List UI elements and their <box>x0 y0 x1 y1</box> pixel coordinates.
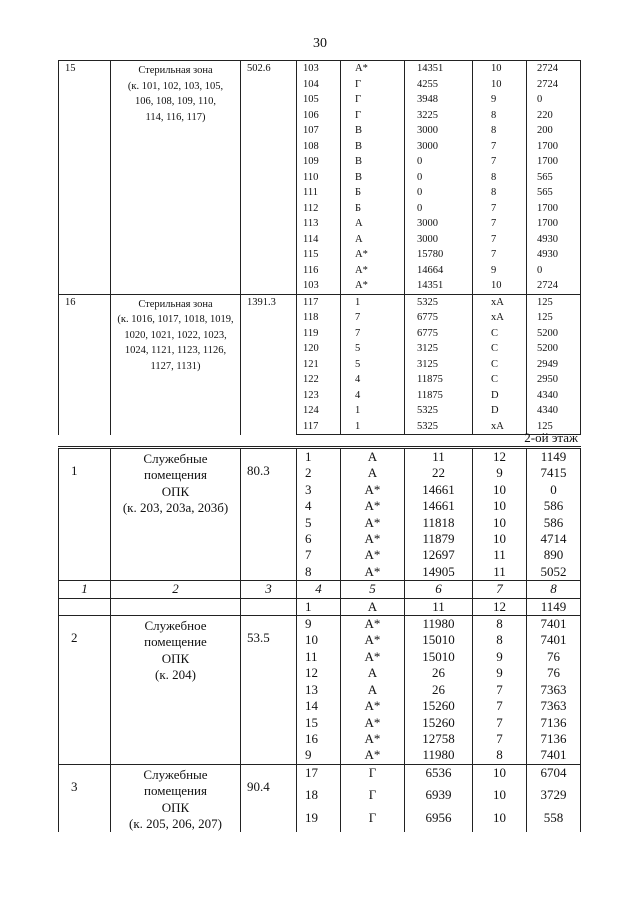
class-cell: 4 <box>341 372 405 388</box>
column-number-cell: 1 <box>59 581 111 598</box>
value-cell: 11875 <box>405 388 473 404</box>
count-cell: 8 <box>473 123 527 139</box>
point-number-cell: 118 <box>297 310 341 326</box>
class-cell: А* <box>341 564 405 581</box>
count-cell: 7 <box>473 682 527 698</box>
page-number: 30 <box>313 36 327 51</box>
class-cell: А <box>341 665 405 681</box>
distance-cell: 1700 <box>527 201 581 217</box>
zone-name-line: (к. 205, 206, 207) <box>129 815 222 831</box>
point-number-cell: 120 <box>297 341 341 357</box>
value-cell: 3000 <box>405 216 473 232</box>
distance-cell: 586 <box>527 498 581 514</box>
distance-cell: 0 <box>527 482 581 498</box>
distance-cell: 558 <box>527 810 581 833</box>
count-cell: 10 <box>473 531 527 547</box>
column-number-cell: 8 <box>527 581 581 598</box>
distance-cell: 7363 <box>527 682 581 698</box>
zone-name-line: (к. 203, 203а, 203б) <box>122 500 229 516</box>
value-cell: 12758 <box>405 731 473 747</box>
distance-cell: 7415 <box>527 465 581 481</box>
zone-name-line: (к. 204) <box>155 667 196 683</box>
class-cell: В <box>341 123 405 139</box>
count-cell: 8 <box>473 108 527 124</box>
count-cell: 9 <box>473 665 527 681</box>
distance-cell: 125 <box>527 310 581 326</box>
class-cell: 5 <box>341 357 405 373</box>
value-cell: 15260 <box>405 715 473 731</box>
distance-cell: 0 <box>527 263 581 279</box>
value-cell: 3000 <box>405 139 473 155</box>
distance-cell: 2724 <box>527 77 581 93</box>
distance-cell: 125 <box>527 294 581 310</box>
point-number-cell: 107 <box>297 123 341 139</box>
zone-number-cell: 2 <box>59 616 111 765</box>
zone-name-line: 1024, 1121, 1123, 1126, <box>124 345 227 356</box>
value-cell: 0 <box>405 154 473 170</box>
count-cell: 8 <box>473 185 527 201</box>
count-cell: 8 <box>473 632 527 648</box>
distance-cell: 4714 <box>527 531 581 547</box>
class-cell: Г <box>341 92 405 108</box>
value-cell: 0 <box>405 185 473 201</box>
class-cell: Г <box>341 77 405 93</box>
zone-number-cell: 16 <box>59 294 111 435</box>
column-number-cell: 6 <box>405 581 473 598</box>
zone-name-cell <box>111 616 241 765</box>
point-number-cell: 103 <box>297 278 341 294</box>
floor-label: 2-ой этаж <box>524 430 578 445</box>
point-number-cell: 9 <box>297 747 341 764</box>
class-cell: А <box>341 232 405 248</box>
distance-cell: 1700 <box>527 216 581 232</box>
distance-cell: 200 <box>527 123 581 139</box>
zone-name-cell <box>111 61 241 295</box>
point-number-cell: 18 <box>297 787 341 809</box>
count-cell: 10 <box>473 764 527 787</box>
count-cell: 10 <box>473 515 527 531</box>
class-cell: А* <box>341 515 405 531</box>
value-cell: 6775 <box>405 326 473 342</box>
count-cell: 9 <box>473 263 527 279</box>
class-cell: А <box>341 682 405 698</box>
class-cell: А* <box>341 649 405 665</box>
class-cell: 7 <box>341 326 405 342</box>
point-number-cell: 122 <box>297 372 341 388</box>
value-cell: 22 <box>405 465 473 481</box>
value-cell: 3948 <box>405 92 473 108</box>
zone-area-cell: 1391.3 <box>241 294 297 435</box>
value-cell: 15010 <box>405 632 473 648</box>
value-cell: 6536 <box>405 764 473 787</box>
distance-cell: 2950 <box>527 372 581 388</box>
class-cell: А* <box>341 278 405 294</box>
distance-cell: 125 <box>527 419 581 435</box>
zone-name-line: помещения <box>144 783 207 799</box>
count-cell: 7 <box>473 139 527 155</box>
class-cell: А* <box>341 482 405 498</box>
value-cell: 11 <box>405 598 473 615</box>
class-cell: В <box>341 154 405 170</box>
point-number-cell: 4 <box>297 498 341 514</box>
point-number-cell: 13 <box>297 682 341 698</box>
point-number-cell: 1 <box>297 448 341 466</box>
class-cell: А* <box>341 247 405 263</box>
class-cell: 1 <box>341 419 405 435</box>
table-row <box>59 598 581 615</box>
count-cell: 12 <box>473 448 527 466</box>
distance-cell: 7401 <box>527 747 581 764</box>
zone-name-line: помещение <box>144 634 207 650</box>
zone-name-line: Служебные <box>143 451 208 466</box>
class-cell: А* <box>341 616 405 633</box>
class-cell: А* <box>341 547 405 563</box>
value-cell: 11980 <box>405 616 473 633</box>
value-cell: 15260 <box>405 698 473 714</box>
value-cell: 15780 <box>405 247 473 263</box>
distance-cell: 76 <box>527 665 581 681</box>
count-cell: 10 <box>473 61 527 77</box>
column-number-cell: 2 <box>111 581 241 598</box>
count-cell: 8 <box>473 170 527 186</box>
zone-name-cell <box>111 448 241 581</box>
value-cell: 14351 <box>405 278 473 294</box>
zone-number-cell: 1 <box>59 448 111 581</box>
distance-cell: 2724 <box>527 61 581 77</box>
value-cell: 6775 <box>405 310 473 326</box>
distance-cell: 6704 <box>527 764 581 787</box>
count-cell: 10 <box>473 278 527 294</box>
class-cell: 1 <box>341 294 405 310</box>
point-number-cell: 103 <box>297 61 341 77</box>
distance-cell: 76 <box>527 649 581 665</box>
value-cell: 14661 <box>405 498 473 514</box>
value-cell: 6956 <box>405 810 473 833</box>
zone-area-cell: 90.4 <box>241 764 297 832</box>
zone-name-line: 1127, 1131) <box>150 360 201 372</box>
count-cell: 8 <box>473 616 527 633</box>
count-cell: 7 <box>473 698 527 714</box>
table-row <box>59 616 581 633</box>
zone-name-cell <box>111 294 241 435</box>
column-number-cell: 3 <box>241 581 297 598</box>
point-number-cell: 5 <box>297 515 341 531</box>
class-cell: А* <box>341 731 405 747</box>
value-cell: 5325 <box>405 294 473 310</box>
class-cell: А* <box>341 61 405 77</box>
point-number-cell: 117 <box>297 294 341 310</box>
value-cell: 14661 <box>405 482 473 498</box>
distance-cell: 5200 <box>527 341 581 357</box>
value-cell: 3125 <box>405 341 473 357</box>
class-cell: А <box>341 598 405 615</box>
value-cell: 11818 <box>405 515 473 531</box>
distance-cell: 1149 <box>527 448 581 466</box>
count-cell: 9 <box>473 649 527 665</box>
empty-cell <box>111 598 241 615</box>
distance-cell: 1149 <box>527 598 581 615</box>
distance-cell: 220 <box>527 108 581 124</box>
distance-cell: 2724 <box>527 278 581 294</box>
value-cell: 14905 <box>405 564 473 581</box>
point-number-cell: 124 <box>297 403 341 419</box>
distance-cell: 4930 <box>527 232 581 248</box>
distance-cell: 586 <box>527 515 581 531</box>
class-cell: В <box>341 139 405 155</box>
distance-cell: 7401 <box>527 632 581 648</box>
value-cell: 3225 <box>405 108 473 124</box>
distance-cell: 890 <box>527 547 581 563</box>
column-number-cell: 5 <box>341 581 405 598</box>
class-cell: Б <box>341 201 405 217</box>
point-number-cell: 2 <box>297 465 341 481</box>
count-cell: 7 <box>473 715 527 731</box>
distance-cell: 3729 <box>527 787 581 809</box>
class-cell: Г <box>341 810 405 833</box>
point-number-cell: 114 <box>297 232 341 248</box>
zone-name-line: Служебное <box>144 618 207 634</box>
table-row <box>59 294 581 310</box>
class-cell: 5 <box>341 341 405 357</box>
point-number-cell: 16 <box>297 731 341 747</box>
count-cell: D <box>473 403 527 419</box>
distance-cell: 7136 <box>527 731 581 747</box>
value-cell: 15010 <box>405 649 473 665</box>
count-cell: С <box>473 372 527 388</box>
value-cell: 6939 <box>405 787 473 809</box>
distance-cell: 1700 <box>527 154 581 170</box>
zone-name-line: 114, 116, 117) <box>145 111 206 123</box>
distance-cell: 7363 <box>527 698 581 714</box>
class-cell: Б <box>341 185 405 201</box>
zone-name-line: Стерильная зона <box>138 65 213 76</box>
table-row <box>59 764 581 787</box>
value-cell: 11875 <box>405 372 473 388</box>
class-cell: А <box>341 216 405 232</box>
class-cell: 7 <box>341 310 405 326</box>
distance-cell: 4340 <box>527 388 581 404</box>
class-cell: В <box>341 170 405 186</box>
zone-name-line: помещения <box>144 467 207 483</box>
point-number-cell: 14 <box>297 698 341 714</box>
point-number-cell: 109 <box>297 154 341 170</box>
distance-cell: 7136 <box>527 715 581 731</box>
class-cell: А <box>341 448 405 466</box>
count-cell: 7 <box>473 731 527 747</box>
point-number-cell: 17 <box>297 764 341 787</box>
zone-name-line: Стерильная зона <box>138 298 213 310</box>
value-cell: 0 <box>405 170 473 186</box>
point-number-cell: 19 <box>297 810 341 833</box>
point-number-cell: 116 <box>297 263 341 279</box>
count-cell: С <box>473 357 527 373</box>
count-cell: 7 <box>473 232 527 248</box>
zone-name-line: (к. 1016, 1017, 1018, 1019, <box>117 314 234 325</box>
count-cell: 11 <box>473 547 527 563</box>
table-row <box>59 448 581 466</box>
point-number-cell: 111 <box>297 185 341 201</box>
point-number-cell: 106 <box>297 108 341 124</box>
class-cell: А <box>341 465 405 481</box>
column-number-cell: 4 <box>297 581 341 598</box>
count-cell: С <box>473 326 527 342</box>
value-cell: 4255 <box>405 77 473 93</box>
value-cell: 3000 <box>405 232 473 248</box>
count-cell: D <box>473 388 527 404</box>
class-cell: А* <box>341 747 405 764</box>
count-cell: 11 <box>473 564 527 581</box>
count-cell: 7 <box>473 216 527 232</box>
distance-cell: 7401 <box>527 616 581 633</box>
value-cell: 26 <box>405 665 473 681</box>
value-cell: 0 <box>405 201 473 217</box>
zone-name-cell <box>111 764 241 832</box>
class-cell: 4 <box>341 388 405 404</box>
count-cell: хА <box>473 294 527 310</box>
point-number-cell: 1 <box>297 598 341 615</box>
point-number-cell: 10 <box>297 632 341 648</box>
class-cell: А* <box>341 698 405 714</box>
count-cell: 8 <box>473 747 527 764</box>
count-cell: 7 <box>473 247 527 263</box>
point-number-cell: 117 <box>297 419 341 435</box>
value-cell: 11 <box>405 448 473 466</box>
count-cell: 10 <box>473 482 527 498</box>
empty-cell <box>59 598 111 615</box>
zone-name-line: ОПК <box>161 650 190 666</box>
zone-name-line: Служебные <box>143 766 208 782</box>
distance-cell: 0 <box>527 92 581 108</box>
point-number-cell: 9 <box>297 616 341 633</box>
count-cell: 10 <box>473 787 527 809</box>
distance-cell: 5052 <box>527 564 581 581</box>
count-cell: 10 <box>473 77 527 93</box>
value-cell: 12697 <box>405 547 473 563</box>
zone-name-line: ОПК <box>161 483 190 499</box>
value-cell: 14664 <box>405 263 473 279</box>
value-cell: 11980 <box>405 747 473 764</box>
zone-area-cell: 53.5 <box>241 616 297 765</box>
distance-cell: 565 <box>527 185 581 201</box>
count-cell: 7 <box>473 201 527 217</box>
count-cell: 12 <box>473 598 527 615</box>
zone-name-line: 106, 108, 109, 110, <box>135 96 216 107</box>
value-cell: 14351 <box>405 61 473 77</box>
value-cell: 26 <box>405 682 473 698</box>
count-cell: 9 <box>473 465 527 481</box>
distance-cell: 1700 <box>527 139 581 155</box>
point-number-cell: 8 <box>297 564 341 581</box>
class-cell: А* <box>341 531 405 547</box>
point-number-cell: 110 <box>297 170 341 186</box>
point-number-cell: 15 <box>297 715 341 731</box>
value-cell: 5325 <box>405 403 473 419</box>
count-cell: С <box>473 341 527 357</box>
point-number-cell: 12 <box>297 665 341 681</box>
point-number-cell: 115 <box>297 247 341 263</box>
point-number-cell: 112 <box>297 201 341 217</box>
zone-number-cell: 15 <box>59 61 111 295</box>
distance-cell: 2949 <box>527 357 581 373</box>
zone-name-line: (к. 101, 102, 103, 105, <box>127 80 224 92</box>
point-number-cell: 3 <box>297 482 341 498</box>
first-floor-zones-table <box>58 60 581 435</box>
point-number-cell: 104 <box>297 77 341 93</box>
class-cell: 1 <box>341 403 405 419</box>
point-number-cell: 105 <box>297 92 341 108</box>
zone-number-cell: 3 <box>59 764 111 832</box>
value-cell: 3000 <box>405 123 473 139</box>
second-floor-zones-table <box>58 446 581 832</box>
value-cell: 5325 <box>405 419 473 435</box>
point-number-cell: 7 <box>297 547 341 563</box>
point-number-cell: 11 <box>297 649 341 665</box>
value-cell: 11879 <box>405 531 473 547</box>
class-cell: А* <box>341 263 405 279</box>
zone-name-line: ОПК <box>161 799 190 815</box>
point-number-cell: 121 <box>297 357 341 373</box>
point-number-cell: 123 <box>297 388 341 404</box>
distance-cell: 565 <box>527 170 581 186</box>
count-cell: 7 <box>473 154 527 170</box>
class-cell: Г <box>341 764 405 787</box>
point-number-cell: 6 <box>297 531 341 547</box>
column-number-cell: 7 <box>473 581 527 598</box>
count-cell: 10 <box>473 810 527 833</box>
zone-area-cell: 80.3 <box>241 448 297 581</box>
count-cell: 10 <box>473 498 527 514</box>
zone-area-cell: 502.6 <box>241 61 297 295</box>
count-cell: хА <box>473 419 527 435</box>
class-cell: Г <box>341 787 405 809</box>
value-cell: 3125 <box>405 357 473 373</box>
distance-cell: 4340 <box>527 403 581 419</box>
empty-cell <box>241 598 297 615</box>
distance-cell: 5200 <box>527 326 581 342</box>
class-cell: А* <box>341 632 405 648</box>
point-number-cell: 113 <box>297 216 341 232</box>
class-cell: Г <box>341 108 405 124</box>
class-cell: А* <box>341 715 405 731</box>
column-number-row <box>59 581 581 598</box>
count-cell: хА <box>473 310 527 326</box>
point-number-cell: 119 <box>297 326 341 342</box>
count-cell: 9 <box>473 92 527 108</box>
class-cell: А* <box>341 498 405 514</box>
zone-name-line: 1020, 1021, 1022, 1023, <box>124 329 227 341</box>
distance-cell: 4930 <box>527 247 581 263</box>
table-row <box>59 61 581 77</box>
point-number-cell: 108 <box>297 139 341 155</box>
